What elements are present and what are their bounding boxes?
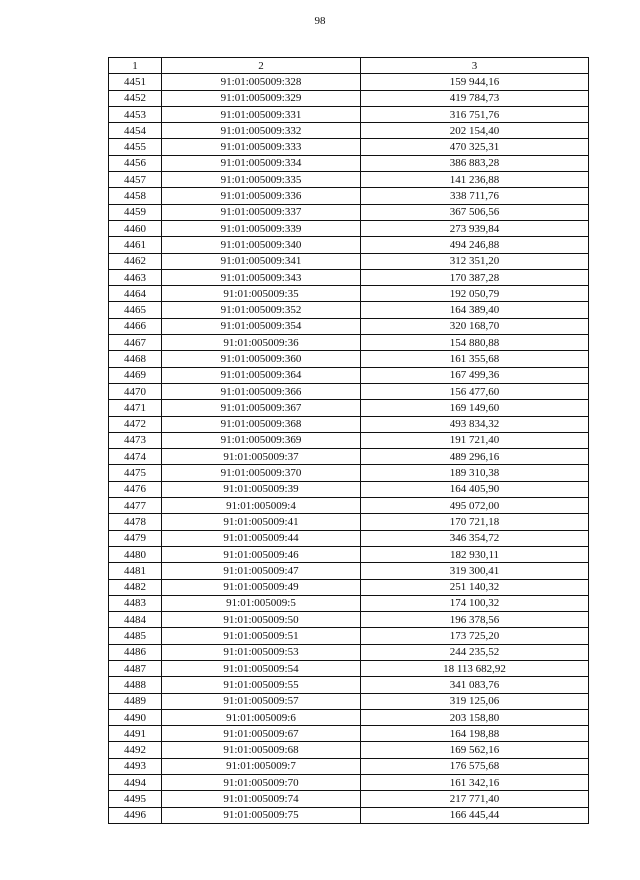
cadastral-number-cell: 91:01:005009:352 xyxy=(162,302,361,318)
cadastral-value-cell: 176 575,68 xyxy=(361,758,589,774)
row-number-cell: 4453 xyxy=(109,106,162,122)
cadastral-value-cell: 320 168,70 xyxy=(361,318,589,334)
table-row xyxy=(109,791,589,807)
row-number-cell: 4480 xyxy=(109,546,162,562)
table-row xyxy=(109,155,589,171)
cadastral-value-cell: 18 113 682,92 xyxy=(361,660,589,676)
row-number-cell: 4488 xyxy=(109,677,162,693)
table-row xyxy=(109,449,589,465)
row-number-cell: 4470 xyxy=(109,383,162,399)
cadastral-number-cell: 91:01:005009:46 xyxy=(162,546,361,562)
table-row xyxy=(109,106,589,122)
row-number-cell: 4482 xyxy=(109,579,162,595)
cadastral-value-cell: 161 342,16 xyxy=(361,775,589,791)
table-row xyxy=(109,286,589,302)
row-number-cell: 4468 xyxy=(109,351,162,367)
row-number-cell: 4458 xyxy=(109,188,162,204)
cadastral-number-cell: 91:01:005009:36 xyxy=(162,335,361,351)
table-row xyxy=(109,628,589,644)
table-row xyxy=(109,644,589,660)
cadastral-number-cell: 91:01:005009:328 xyxy=(162,74,361,90)
table-row xyxy=(109,498,589,514)
cadastral-number-cell: 91:01:005009:54 xyxy=(162,660,361,676)
row-number-cell: 4496 xyxy=(109,807,162,823)
cadastral-number-cell: 91:01:005009:68 xyxy=(162,742,361,758)
table-row xyxy=(109,237,589,253)
cadastral-value-cell: 244 235,52 xyxy=(361,644,589,660)
table-row xyxy=(109,660,589,676)
table-row xyxy=(109,90,589,106)
table-row xyxy=(109,416,589,432)
cadastral-number-cell: 91:01:005009:337 xyxy=(162,204,361,220)
row-number-cell: 4481 xyxy=(109,563,162,579)
row-number-cell: 4477 xyxy=(109,498,162,514)
cadastral-number-cell: 91:01:005009:329 xyxy=(162,90,361,106)
cadastral-number-cell: 91:01:005009:339 xyxy=(162,220,361,236)
cadastral-value-cell: 386 883,28 xyxy=(361,155,589,171)
column-header-cadastral-number: 2 xyxy=(162,58,361,74)
row-number-cell: 4451 xyxy=(109,74,162,90)
table-row xyxy=(109,775,589,791)
table-header-row xyxy=(109,58,589,74)
table-row xyxy=(109,253,589,269)
cadastral-number-cell: 91:01:005009:51 xyxy=(162,628,361,644)
cadastral-number-cell: 91:01:005009:4 xyxy=(162,498,361,514)
row-number-cell: 4490 xyxy=(109,709,162,725)
row-number-cell: 4491 xyxy=(109,726,162,742)
table-row xyxy=(109,351,589,367)
cadastral-number-cell: 91:01:005009:5 xyxy=(162,595,361,611)
cadastral-value-cell: 166 445,44 xyxy=(361,807,589,823)
cadastral-value-cell: 495 072,00 xyxy=(361,498,589,514)
cadastral-number-cell: 91:01:005009:343 xyxy=(162,269,361,285)
cadastral-number-cell: 91:01:005009:74 xyxy=(162,791,361,807)
row-number-cell: 4485 xyxy=(109,628,162,644)
table-row xyxy=(109,693,589,709)
cadastral-number-cell: 91:01:005009:75 xyxy=(162,807,361,823)
table-row xyxy=(109,481,589,497)
cadastral-value-cell: 419 784,73 xyxy=(361,90,589,106)
table-row xyxy=(109,139,589,155)
cadastral-number-cell: 91:01:005009:340 xyxy=(162,237,361,253)
cadastral-value-cell: 338 711,76 xyxy=(361,188,589,204)
cadastral-number-cell: 91:01:005009:336 xyxy=(162,188,361,204)
cadastral-value-cell: 319 125,06 xyxy=(361,693,589,709)
cadastral-value-cell: 192 050,79 xyxy=(361,286,589,302)
row-number-cell: 4455 xyxy=(109,139,162,155)
cadastral-value-cell: 470 325,31 xyxy=(361,139,589,155)
table-row xyxy=(109,74,589,90)
cadastral-number-cell: 91:01:005009:366 xyxy=(162,383,361,399)
table-row xyxy=(109,172,589,188)
cadastral-value-cell: 203 158,80 xyxy=(361,709,589,725)
row-number-cell: 4487 xyxy=(109,660,162,676)
row-number-cell: 4454 xyxy=(109,123,162,139)
cadastral-value-cell: 251 140,32 xyxy=(361,579,589,595)
cadastral-number-cell: 91:01:005009:49 xyxy=(162,579,361,595)
cadastral-value-cell: 170 387,28 xyxy=(361,269,589,285)
cadastral-number-cell: 91:01:005009:360 xyxy=(162,351,361,367)
row-number-cell: 4459 xyxy=(109,204,162,220)
row-number-cell: 4464 xyxy=(109,286,162,302)
row-number-cell: 4463 xyxy=(109,269,162,285)
row-number-cell: 4476 xyxy=(109,481,162,497)
row-number-cell: 4469 xyxy=(109,367,162,383)
cadastral-value-cell: 156 477,60 xyxy=(361,383,589,399)
cadastral-number-cell: 91:01:005009:367 xyxy=(162,400,361,416)
cadastral-value-cell: 217 771,40 xyxy=(361,791,589,807)
table-row xyxy=(109,465,589,481)
cadastral-number-cell: 91:01:005009:37 xyxy=(162,449,361,465)
cadastral-number-cell: 91:01:005009:39 xyxy=(162,481,361,497)
table-row xyxy=(109,335,589,351)
row-number-cell: 4479 xyxy=(109,530,162,546)
row-number-cell: 4471 xyxy=(109,400,162,416)
table-row xyxy=(109,563,589,579)
cadastral-number-cell: 91:01:005009:50 xyxy=(162,612,361,628)
cadastral-value-cell: 169 149,60 xyxy=(361,400,589,416)
cadastral-value-cell: 154 880,88 xyxy=(361,335,589,351)
cadastral-value-cell: 174 100,32 xyxy=(361,595,589,611)
cadastral-number-cell: 91:01:005009:331 xyxy=(162,106,361,122)
row-number-cell: 4472 xyxy=(109,416,162,432)
table-row xyxy=(109,677,589,693)
cadastral-value-cell: 164 389,40 xyxy=(361,302,589,318)
table-row xyxy=(109,318,589,334)
row-number-cell: 4492 xyxy=(109,742,162,758)
table-row xyxy=(109,612,589,628)
cadastral-value-cell: 319 300,41 xyxy=(361,563,589,579)
cadastral-number-cell: 91:01:005009:369 xyxy=(162,432,361,448)
cadastral-number-cell: 91:01:005009:44 xyxy=(162,530,361,546)
row-number-cell: 4493 xyxy=(109,758,162,774)
cadastral-value-cell: 494 246,88 xyxy=(361,237,589,253)
cadastral-value-cell: 141 236,88 xyxy=(361,172,589,188)
cadastral-number-cell: 91:01:005009:333 xyxy=(162,139,361,155)
cadastral-value-cell: 169 562,16 xyxy=(361,742,589,758)
cadastral-value-cell: 273 939,84 xyxy=(361,220,589,236)
cadastral-value-table xyxy=(108,57,589,824)
cadastral-value-cell: 173 725,20 xyxy=(361,628,589,644)
cadastral-number-cell: 91:01:005009:341 xyxy=(162,253,361,269)
table-row xyxy=(109,579,589,595)
table-row xyxy=(109,514,589,530)
cadastral-number-cell: 91:01:005009:354 xyxy=(162,318,361,334)
cadastral-number-cell: 91:01:005009:368 xyxy=(162,416,361,432)
cadastral-number-cell: 91:01:005009:6 xyxy=(162,709,361,725)
column-header-value: 3 xyxy=(361,58,589,74)
table-row xyxy=(109,204,589,220)
table-row xyxy=(109,432,589,448)
cadastral-value-cell: 189 310,38 xyxy=(361,465,589,481)
cadastral-number-cell: 91:01:005009:370 xyxy=(162,465,361,481)
table-row xyxy=(109,742,589,758)
row-number-cell: 4484 xyxy=(109,612,162,628)
cadastral-value-cell: 341 083,76 xyxy=(361,677,589,693)
cadastral-value-cell: 159 944,16 xyxy=(361,74,589,90)
row-number-cell: 4495 xyxy=(109,791,162,807)
row-number-cell: 4483 xyxy=(109,595,162,611)
row-number-cell: 4478 xyxy=(109,514,162,530)
cadastral-value-cell: 316 751,76 xyxy=(361,106,589,122)
cadastral-number-cell: 91:01:005009:67 xyxy=(162,726,361,742)
cadastral-value-cell: 167 499,36 xyxy=(361,367,589,383)
cadastral-value-cell: 367 506,56 xyxy=(361,204,589,220)
cadastral-value-cell: 182 930,11 xyxy=(361,546,589,562)
row-number-cell: 4457 xyxy=(109,172,162,188)
cadastral-number-cell: 91:01:005009:57 xyxy=(162,693,361,709)
row-number-cell: 4494 xyxy=(109,775,162,791)
cadastral-number-cell: 91:01:005009:7 xyxy=(162,758,361,774)
table-row xyxy=(109,595,589,611)
row-number-cell: 4467 xyxy=(109,335,162,351)
row-number-cell: 4452 xyxy=(109,90,162,106)
table-row xyxy=(109,269,589,285)
row-number-cell: 4475 xyxy=(109,465,162,481)
table-row xyxy=(109,400,589,416)
cadastral-number-cell: 91:01:005009:53 xyxy=(162,644,361,660)
cadastral-value-cell: 489 296,16 xyxy=(361,449,589,465)
table-row xyxy=(109,123,589,139)
cadastral-value-cell: 346 354,72 xyxy=(361,530,589,546)
cadastral-number-cell: 91:01:005009:55 xyxy=(162,677,361,693)
row-number-cell: 4462 xyxy=(109,253,162,269)
table-row xyxy=(109,758,589,774)
cadastral-value-cell: 196 378,56 xyxy=(361,612,589,628)
cadastral-number-cell: 91:01:005009:47 xyxy=(162,563,361,579)
table-row xyxy=(109,807,589,823)
table-row xyxy=(109,367,589,383)
row-number-cell: 4461 xyxy=(109,237,162,253)
row-number-cell: 4465 xyxy=(109,302,162,318)
table-row xyxy=(109,220,589,236)
row-number-cell: 4466 xyxy=(109,318,162,334)
row-number-cell: 4489 xyxy=(109,693,162,709)
cadastral-number-cell: 91:01:005009:70 xyxy=(162,775,361,791)
table-row xyxy=(109,530,589,546)
row-number-cell: 4456 xyxy=(109,155,162,171)
cadastral-number-cell: 91:01:005009:332 xyxy=(162,123,361,139)
cadastral-number-cell: 91:01:005009:334 xyxy=(162,155,361,171)
cadastral-value-cell: 493 834,32 xyxy=(361,416,589,432)
cadastral-value-cell: 191 721,40 xyxy=(361,432,589,448)
table-row xyxy=(109,188,589,204)
cadastral-value-cell: 164 198,88 xyxy=(361,726,589,742)
row-number-cell: 4474 xyxy=(109,449,162,465)
cadastral-value-cell: 312 351,20 xyxy=(361,253,589,269)
table-body xyxy=(109,74,589,824)
column-header-number: 1 xyxy=(109,58,162,74)
row-number-cell: 4486 xyxy=(109,644,162,660)
table-row xyxy=(109,302,589,318)
table-row xyxy=(109,709,589,725)
table-row xyxy=(109,546,589,562)
table-row xyxy=(109,726,589,742)
cadastral-value-cell: 170 721,18 xyxy=(361,514,589,530)
cadastral-number-cell: 91:01:005009:35 xyxy=(162,286,361,302)
row-number-cell: 4473 xyxy=(109,432,162,448)
row-number-cell: 4460 xyxy=(109,220,162,236)
page-number: 98 xyxy=(314,15,326,27)
cadastral-value-cell: 202 154,40 xyxy=(361,123,589,139)
cadastral-number-cell: 91:01:005009:364 xyxy=(162,367,361,383)
cadastral-value-cell: 161 355,68 xyxy=(361,351,589,367)
cadastral-value-cell: 164 405,90 xyxy=(361,481,589,497)
table-row xyxy=(109,383,589,399)
cadastral-number-cell: 91:01:005009:335 xyxy=(162,172,361,188)
cadastral-number-cell: 91:01:005009:41 xyxy=(162,514,361,530)
